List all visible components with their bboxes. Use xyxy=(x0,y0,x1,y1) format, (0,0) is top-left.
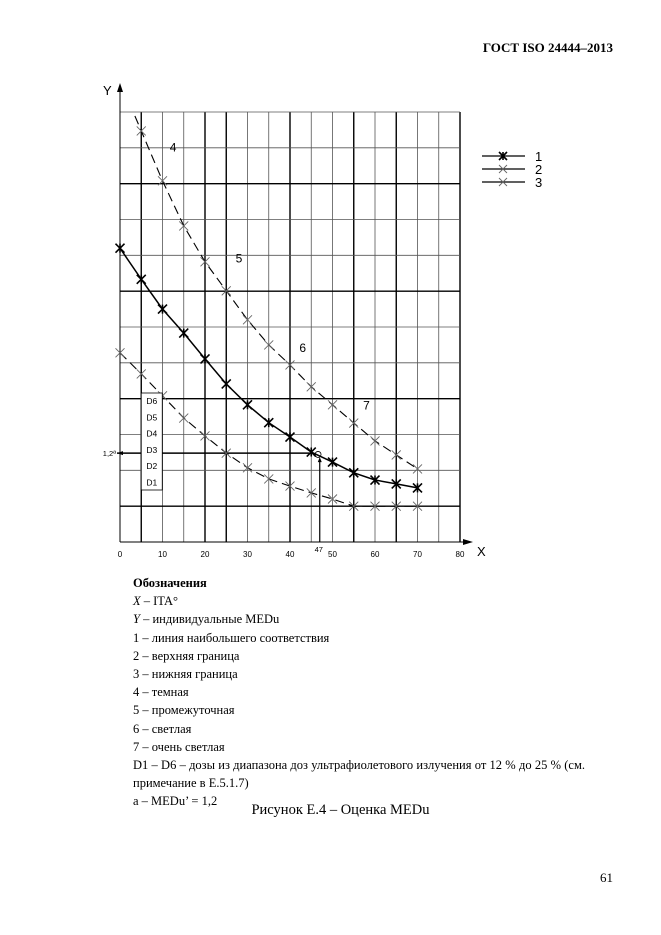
series-1-point xyxy=(328,458,337,467)
series-1-point xyxy=(201,354,210,363)
legend-entry-label: 2 xyxy=(535,162,543,177)
legend-item-y: Y – индивидуальные MEDu xyxy=(133,612,280,627)
dose-label: D2 xyxy=(146,461,158,472)
legend-item-4: 4 – темная xyxy=(133,685,189,700)
region-label: 6 xyxy=(299,341,307,356)
x-tick-label: 50 xyxy=(328,550,337,559)
x-tick-label: 80 xyxy=(455,550,465,559)
dose-label: D4 xyxy=(146,428,158,439)
region-label: 7 xyxy=(363,398,370,413)
series-1-point xyxy=(116,244,125,253)
legend-entry-label: 1 xyxy=(535,149,543,164)
series-1-point xyxy=(264,418,273,427)
legend-item-5: 5 – промежуточная xyxy=(133,703,235,718)
x-tick-label: 10 xyxy=(158,550,167,559)
x-axis-arrow-icon xyxy=(463,539,473,545)
dose-label: D6 xyxy=(146,396,158,406)
legend-item-2: 2 – верхняя граница xyxy=(133,648,240,663)
page-number: 61 xyxy=(600,870,613,885)
dose-label: D5 xyxy=(146,412,158,423)
marker-x-label: 47 xyxy=(314,545,323,554)
dose-box xyxy=(141,393,162,490)
series-1-point xyxy=(286,433,295,442)
legend-item-7: 7 – очень светлая xyxy=(133,739,225,754)
region-label: 5 xyxy=(235,251,243,266)
region-label: 4 xyxy=(169,140,177,155)
series-1-point xyxy=(243,400,252,409)
x-tick-label: 30 xyxy=(243,550,252,559)
y-axis-arrow-icon xyxy=(117,83,123,92)
x-tick-label: 40 xyxy=(285,550,295,559)
series-1-point xyxy=(137,275,146,284)
y-axis-label: Y xyxy=(103,83,112,98)
x-tick-label: 60 xyxy=(370,550,380,559)
legend-item-6: 6 – светлая xyxy=(133,721,192,736)
x-tick-label: 70 xyxy=(413,550,422,559)
series-1-point xyxy=(307,448,316,457)
marker-y-label: 1,2ª xyxy=(102,449,116,459)
legend-entry-label: 3 xyxy=(535,175,543,190)
series-1-point xyxy=(349,468,358,477)
series-1-point xyxy=(222,379,231,388)
series-1-point xyxy=(179,329,188,338)
dose-note: D1 – D6 – дозы из диапазона доз ультрафиолетового излучения от 12 % до 25 % (см. примечание в Е.5.1.7) xyxy=(133,758,585,791)
series-1-point xyxy=(158,305,167,314)
legend-item-1: 1 – линия наибольшего соответствия xyxy=(133,630,330,645)
a-note: a – MEDu’ = 1,2 xyxy=(133,794,218,809)
x-tick-label: 20 xyxy=(200,550,210,559)
legend-item-x: X – ITA° xyxy=(133,594,178,609)
legend-title: Обозначения xyxy=(133,576,207,590)
dose-label: D1 xyxy=(146,477,158,488)
x-axis-label: X xyxy=(477,544,486,559)
marker-x-arrow-icon xyxy=(318,457,322,462)
document-header: ГОСТ ISO 24444–2013 xyxy=(482,40,613,55)
legend-item-3: 3 – нижняя граница xyxy=(133,667,238,682)
dose-label: D3 xyxy=(146,444,158,455)
legend-block xyxy=(133,574,585,811)
figure-caption: Рисунок Е.4 – Оценка MEDu xyxy=(251,802,430,818)
x-tick-label: 0 xyxy=(117,550,123,559)
